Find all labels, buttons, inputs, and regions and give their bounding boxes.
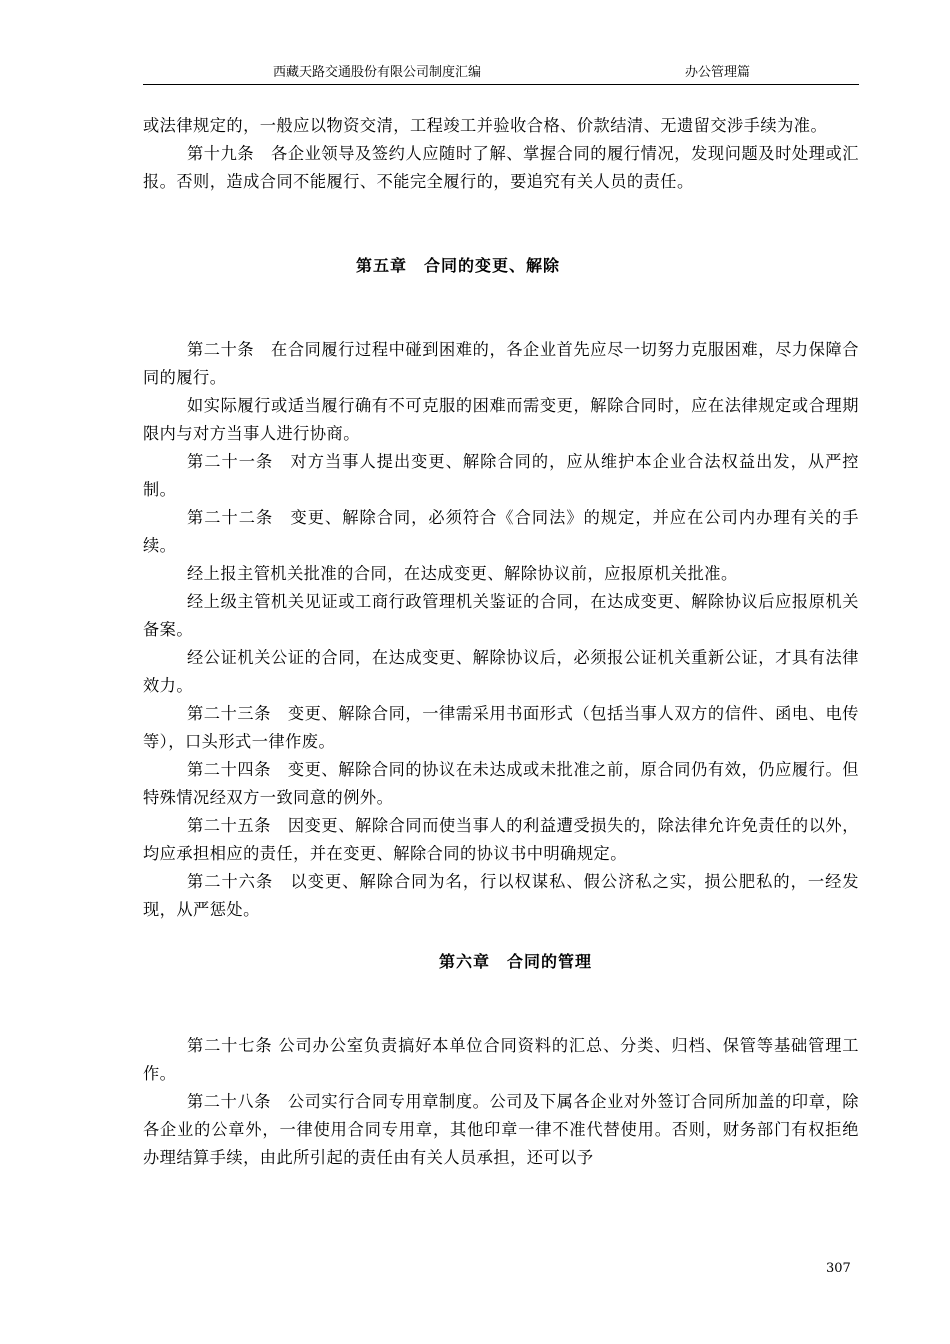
page-body [143,112,859,1172]
paragraph: 经上级主管机关见证或工商行政管理机关鉴证的合同，在达成变更、解除协议后应报原机关备案。 [143,592,859,639]
article-22: 第二十二条 变更、解除合同，必须符合《合同法》的规定，并应在公司内办理有关的手续。 [143,508,859,555]
paragraph: 经公证机关公证的合同，在达成变更、解除协议后，必须报公证机关重新公证，才具有法律效力。 [143,648,859,695]
article-21: 第二十一条 对方当事人提出变更、解除合同的，应从维护本企业合法权益出发，从严控制。 [143,452,859,499]
article-24: 第二十四条 变更、解除合同的协议在未达成或未批准之前，原合同仍有效，仍应履行。但特殊情况经双方一致同意的例外。 [143,760,859,807]
chapter-5-heading: 第五章 合同的变更、解除 [356,256,561,275]
article-20: 第二十条 在合同履行过程中碰到困难的，各企业首先应尽一切努力克服困难，尽力保障合同的履行。 [143,340,859,387]
page-header [143,62,859,85]
chapter-6-heading: 第六章 合同的管理 [439,952,593,971]
article-19: 第十九条 各企业领导及签约人应随时了解、掌握合同的履行情况，发现问题及时处理或汇报。否则，造成合同不能履行、不能完全履行的，要追究有关人员的责任。 [143,144,859,191]
paragraph: 经上报主管机关批准的合同，在达成变更、解除协议前，应报原机关批准。 [187,564,738,583]
page-number: 307 [826,1261,851,1276]
article-27: 第二十七条 公司办公室负责搞好本单位合同资料的汇总、分类、归档、保管等基础管理工作。 [143,1036,859,1083]
article-28: 第二十八条 公司实行合同专用章制度。公司及下属各企业对外签订合同所加盖的印章，除各企业的公章外，一律使用合同专用章，其他印章一律不准代替使用。否则，财务部门有权拒绝办理结算手续，由此所引起的责任由有关人员承担，还可以予 [143,1092,859,1167]
paragraph: 或法律规定的，一般应以物资交清，工程竣工并验收合格、价款结清、无遗留交涉手续为准。 [143,116,828,135]
paragraph: 如实际履行或适当履行确有不可克服的困难而需变更，解除合同时，应在法律规定或合理期限内与对方当事人进行协商。 [143,396,859,443]
article-25: 第二十五条 因变更、解除合同而使当事人的利益遭受损失的，除法律允许免责任的以外，均应承担相应的责任，并在变更、解除合同的协议书中明确规定。 [143,816,859,863]
article-23: 第二十三条 变更、解除合同，一律需采用书面形式（包括当事人双方的信件、函电、电传等），口头形式一律作废。 [143,704,859,751]
article-26: 第二十六条 以变更、解除合同为名，行以权谋私、假公济私之实，损公肥私的，一经发现，从严惩处。 [143,872,859,919]
header-section-title: 办公管理篇 [685,65,751,80]
header-document-title: 西藏天路交通股份有限公司制度汇编 [273,65,482,80]
